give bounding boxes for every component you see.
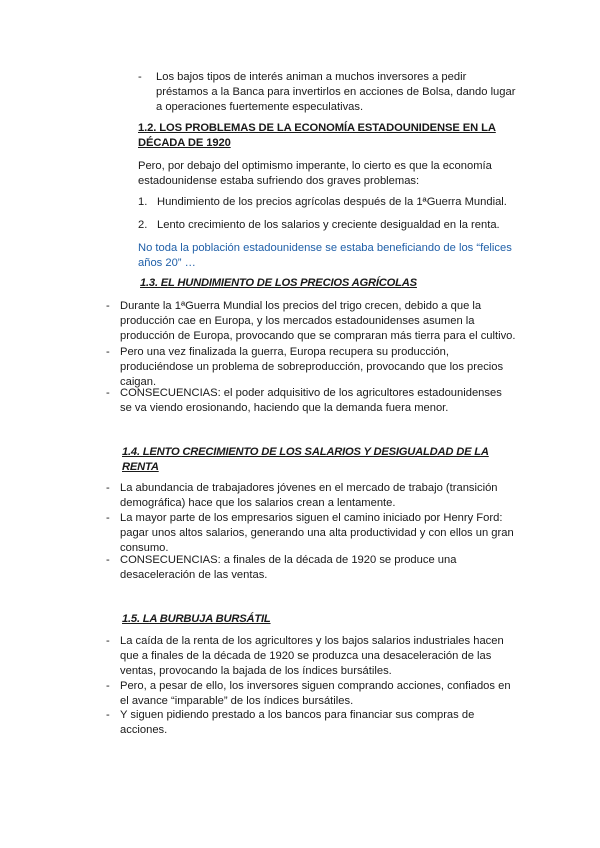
text-line: acciones. [120, 724, 168, 736]
text-line: estadounidense estaba sufriendo dos graves problemas: [138, 175, 420, 187]
bullet-text [120, 634, 504, 679]
text-line: demográfica) hace que los salarios crean a lentamente. [120, 497, 396, 509]
bullet-text [120, 481, 498, 511]
item-number: 1. [138, 196, 148, 208]
heading-line: 1.4. LENTO CRECIMIENTO DE LOS SALARIOS Y DESIGUALDAD DE LA [122, 446, 489, 458]
text-line: No toda la población estadounidense se estaba beneficiando de los “felices [138, 242, 512, 254]
bullet-marker: - [106, 346, 110, 358]
section-1-5-heading: 1.5. LA BURBUJA BURSÁTIL [122, 613, 271, 625]
heading-line: RENTA [122, 461, 159, 473]
bullet-marker: - [138, 71, 142, 83]
text-line: CONSECUENCIAS: a finales de la década de 1920 se produce una [120, 554, 457, 566]
text-line: Pero, a pesar de ello, los inversores siguen comprando acciones, confiados en [120, 680, 511, 692]
text-line: producción cae en Europa, y los mercados estadounidenses asumen la [120, 315, 475, 327]
bullet-text [120, 511, 514, 556]
text-line: Durante la 1ªGuerra Mundial los precios del trigo crecen, debido a que la [120, 300, 482, 312]
text-line: pagar unos altos salarios, generando una alta productividad y con ellos un gran [120, 527, 514, 539]
text-line: el avance “imparable” de los índices bursátiles. [120, 695, 354, 707]
text-line: produciéndose un problema de sobreproducción, provocando que los precios [120, 361, 504, 373]
section-1-4-heading [122, 445, 489, 475]
bullet-marker: - [106, 512, 110, 524]
text-line: La mayor parte de los empresarios siguen el camino iniciado por Henry Ford: [120, 512, 503, 524]
text-line: desaceleración de las ventas. [120, 569, 268, 581]
text-line: La abundancia de trabajadores jóvenes en el mercado de trabajo (transición [120, 482, 498, 494]
intro-bullet-text [156, 70, 515, 115]
text-line: Los bajos tipos de interés animan a muchos inversores a pedir [156, 71, 467, 83]
bullet-text [120, 386, 502, 416]
item-text: Hundimiento de los precios agrícolas después de la 1ªGuerra Mundial. [157, 196, 507, 208]
text-line: Y siguen pidiendo prestado a los bancos para financiar sus compras de [120, 709, 475, 721]
text-line: préstamos a la Banca para invertirlos en acciones de Bolsa, dando lugar [156, 86, 516, 98]
bullet-marker: - [106, 300, 110, 312]
bullet-text [120, 299, 516, 344]
bullet-text [120, 553, 456, 583]
bullet-marker: - [106, 709, 110, 721]
bullet-text [120, 345, 503, 390]
text-line: a operaciones fuertemente especulativas. [156, 101, 364, 113]
bullet-marker: - [106, 482, 110, 494]
text-line: caigan. [120, 376, 157, 388]
text-line: Pero, por debajo del optimismo imperante, lo cierto es que la economía [138, 160, 492, 172]
section-1-3-heading: 1.3. EL HUNDIMIENTO DE LOS PRECIOS AGRÍCOLAS [140, 277, 417, 289]
text-line: se va viendo erosionando, haciendo que la demanda fuera menor. [120, 402, 449, 414]
item-text: Lento crecimiento de los salarios y creciente desigualdad en la renta. [157, 219, 500, 231]
bullet-text [120, 708, 474, 738]
text-line: La caída de la renta de los agricultores y los bajos salarios industriales hacen [120, 635, 504, 647]
text-line: ventas, provocando la bajada de los índices bursátiles. [120, 665, 392, 677]
text-line: Pero una vez finalizada la guerra, Europa recupera su producción, [120, 346, 449, 358]
bullet-marker: - [106, 635, 110, 647]
section-1-2-heading [138, 121, 496, 151]
text-line: CONSECUENCIAS: el poder adquisitivo de los agricultores estadounidenses [120, 387, 502, 399]
bullet-marker: - [106, 680, 110, 692]
heading-line: 1.2. LOS PROBLEMAS DE LA ECONOMÍA ESTADOUNIDENSE EN LA [138, 122, 496, 134]
text-line: años 20” … [138, 257, 196, 269]
text-line: consumo. [120, 542, 169, 554]
bullet-marker: - [106, 387, 110, 399]
heading-line: DÉCADA DE 1920 [138, 137, 231, 149]
item-number: 2. [138, 219, 148, 231]
section-1-2-note [138, 241, 512, 271]
bullet-text [120, 679, 511, 709]
section-1-2-paragraph [138, 159, 492, 189]
text-line: producción de Europa, provocando que se compraran más tierra para el cultivo. [120, 330, 516, 342]
text-line: que a finales de la década de 1920 se produzca una desaceleración de las [120, 650, 492, 662]
bullet-marker: - [106, 554, 110, 566]
